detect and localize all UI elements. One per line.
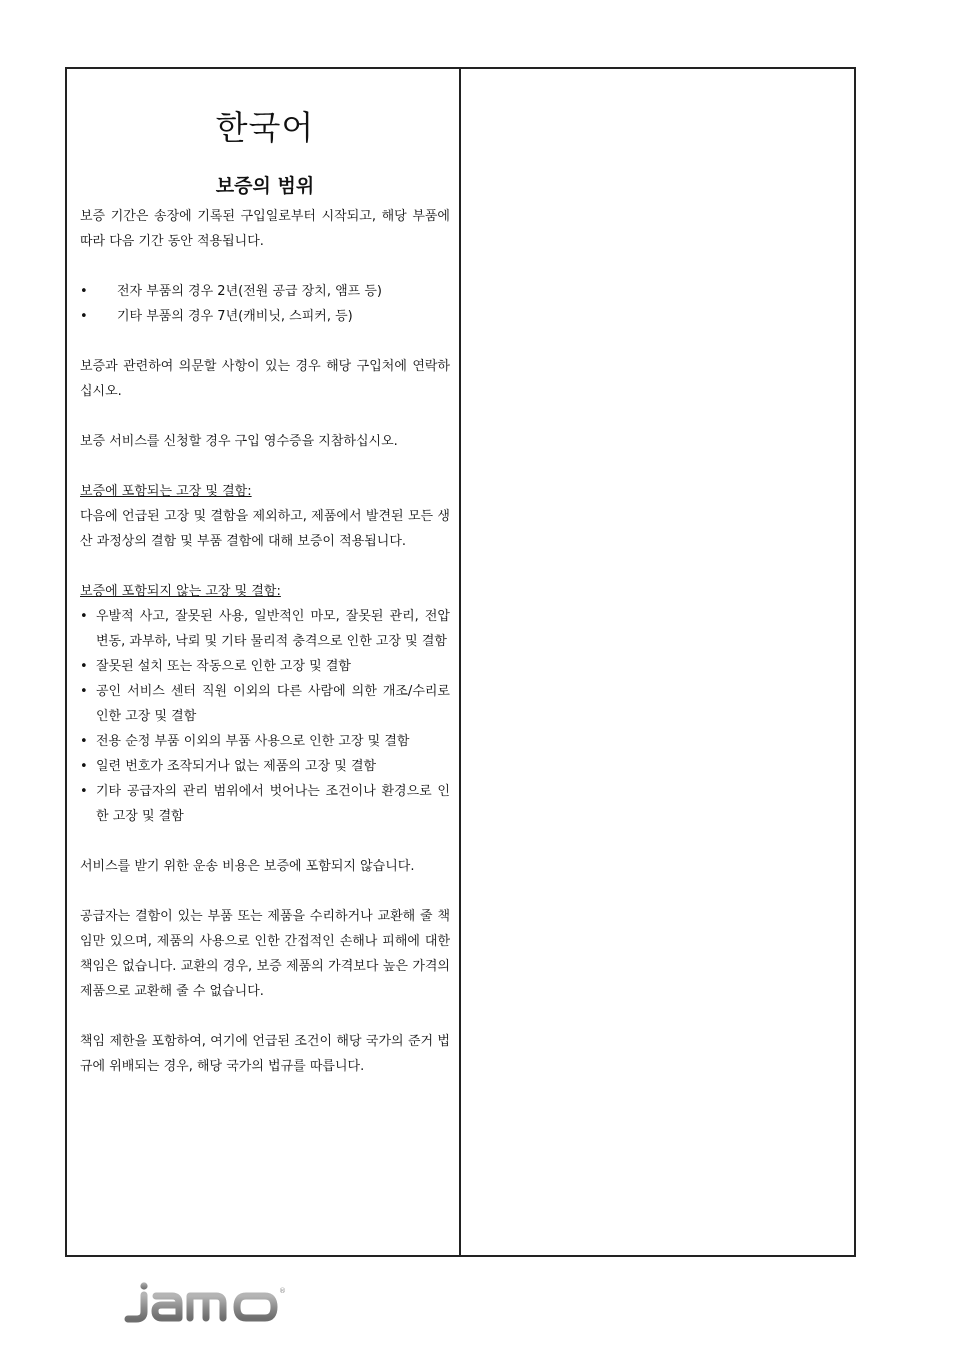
list-item: • 기타 공급자의 관리 범위에서 벗어나는 조건이나 환경으로 인한 고장 및 결함 [80,779,450,829]
intro-paragraph: 보증 기간은 송장에 기록된 구입일로부터 시작되고, 해당 부품에 따라 다음 기간 동안 적용됩니다. [80,209,450,249]
list-item: • 전자 부품의 경우 2년(전원 공급 장치, 앰프 등) [80,279,450,304]
excluded-heading: 보증에 포함되지 않는 고장 및 결함: [80,584,281,599]
receipt-paragraph: 보증 서비스를 신청할 경우 구입 영수증을 지참하십시오. [80,434,398,449]
bullet-icon: • [80,684,88,699]
bullet-icon: • [80,759,88,774]
bullet-icon: • [80,659,88,674]
empty-column [461,69,854,1255]
warranty-period-list [80,279,450,329]
list-item: • 우발적 사고, 잘못된 사용, 일반적인 마모, 잘못된 관리, 전압 변동, 과부하, 낙뢰 및 기타 물리적 충격으로 인한 고장 및 결함 [80,604,450,654]
excluded-list [80,604,450,829]
language-heading: 한국어 [215,108,315,147]
bullet-icon: • [80,784,88,799]
bullet-icon: • [80,734,88,749]
list-item: • 기타 부품의 경우 7년(캐비닛, 스피커, 등) [80,304,450,329]
list-item: • 잘못된 설치 또는 작동으로 인한 고장 및 결함 [80,654,450,679]
included-paragraph: 다음에 언급된 고장 및 결함을 제외하고, 제품에서 발견된 모든 생산 과정상의 결함 및 부품 결함에 대해 보증이 적용됩니다. [80,509,450,549]
bullet-icon: • [80,609,88,624]
bullet-icon: • [80,309,88,324]
contact-paragraph: 보증과 관련하여 의문할 사항이 있는 경우 해당 구입처에 연락하십시오. [80,359,450,399]
section-title: 보증의 범위 [215,175,315,197]
jamo-logo-icon [124,1282,289,1324]
shipping-paragraph: 서비스를 받기 위한 운송 비용은 보증에 포함되지 않습니다. [80,859,415,874]
document-frame [65,67,856,1257]
korean-column [67,69,461,1255]
svg-text:®: ® [279,1287,286,1295]
liability-paragraph: 공급자는 결함이 있는 부품 또는 제품을 수리하거나 교환해 줄 책임만 있으며, 제품의 사용으로 인한 간접적인 손해나 피해에 대한 책임은 없습니다. 교환의 경우, 보증 제품의 가격보다 높은 가격의 제품으로 교환해 줄 수 없습니다. [80,909,450,999]
law-paragraph: 책임 제한을 포함하여, 여기에 언급된 조건이 해당 국가의 준거 법규에 위배되는 경우, 해당 국가의 법규를 따릅니다. [80,1034,450,1074]
list-item: • 전용 순정 부품 이외의 부품 사용으로 인한 고장 및 결함 [80,729,450,754]
list-item: • 일련 번호가 조작되거나 없는 제품의 고장 및 결함 [80,754,450,779]
bullet-icon: • [80,284,88,299]
included-heading: 보증에 포함되는 고장 및 결함: [80,484,252,499]
list-item: • 공인 서비스 센터 직원 이외의 다른 사람에 의한 개조/수리로 인한 고장 및 결함 [80,679,450,729]
jamo-logo [124,1282,289,1328]
